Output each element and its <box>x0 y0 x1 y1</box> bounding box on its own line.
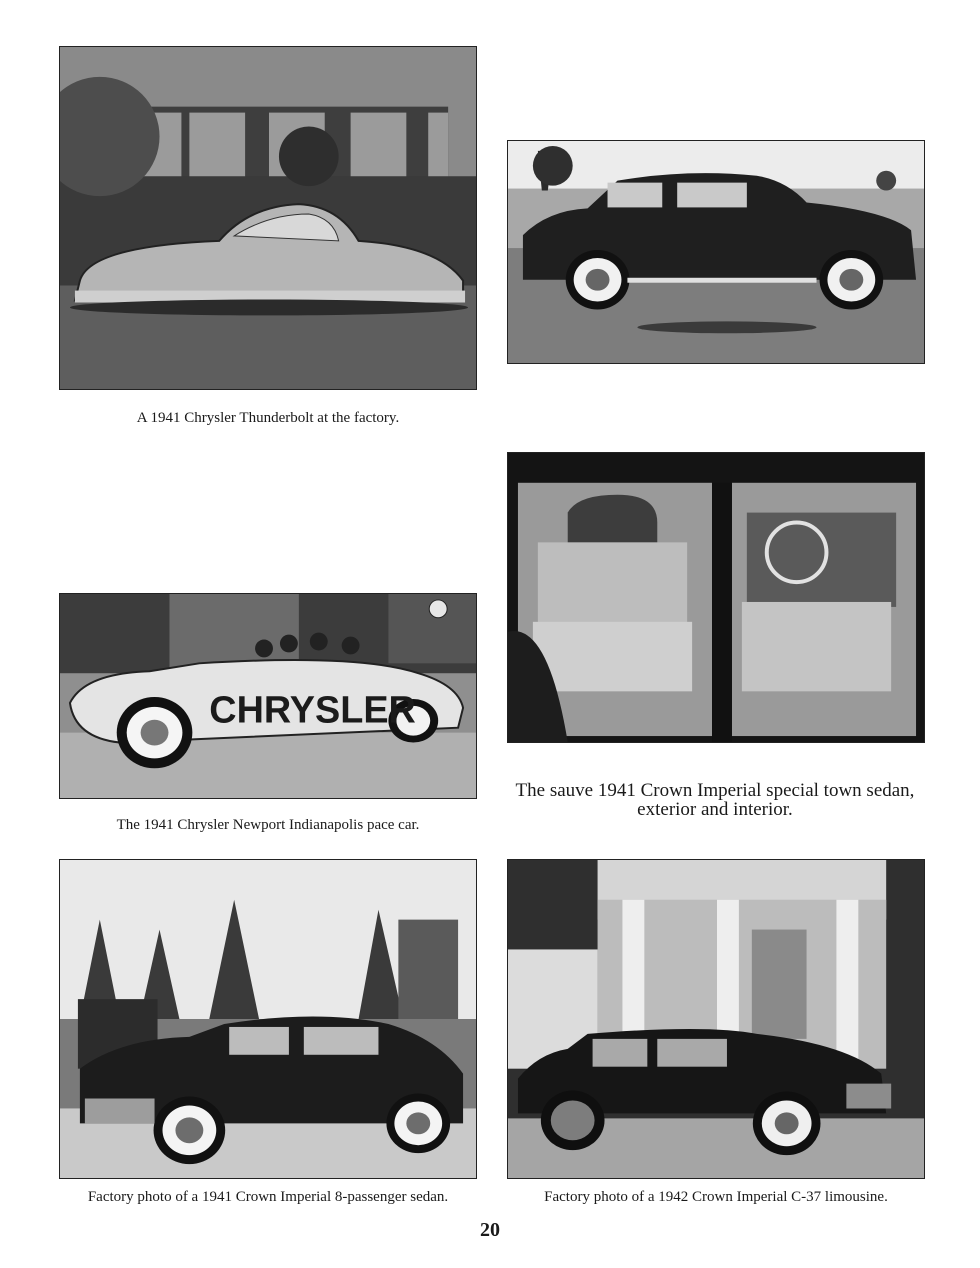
photo-crown-8-passenger <box>59 859 477 1179</box>
photo-thunderbolt <box>59 46 477 390</box>
caption-newport-pace-car: The 1941 Chrysler Newport Indianapolis pace car. <box>116 817 420 833</box>
photo-crown-sedan-interior <box>507 452 925 743</box>
caption-crown-8-passenger: Factory photo of a 1941 Crown Imperial 8-passenger sedan. <box>87 1189 449 1205</box>
caption-crown-c37-limousine: Factory photo of a 1942 Crown Imperial C-37 limousine. <box>544 1189 888 1205</box>
page-number: 20 <box>480 1219 500 1241</box>
caption-thunderbolt: A 1941 Chrysler Thunderbolt at the factory. <box>136 410 400 426</box>
photo-crown-sedan-exterior <box>507 140 925 364</box>
pace-car-lettering: CHRYSLER <box>209 688 416 731</box>
caption-crown-town-sedan: The sauve 1941 Crown Imperial special town sedan, exterior and interior. <box>515 780 915 820</box>
photo-crown-c37-limousine <box>507 859 925 1179</box>
photo-newport-pace-car <box>59 593 477 799</box>
